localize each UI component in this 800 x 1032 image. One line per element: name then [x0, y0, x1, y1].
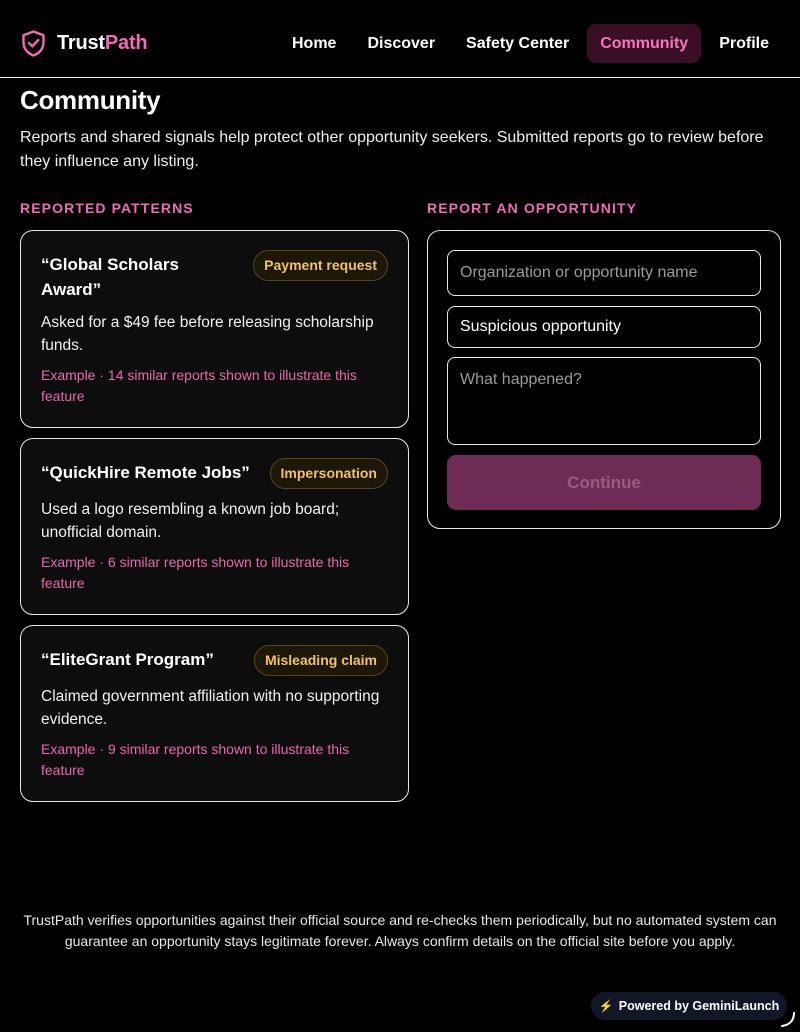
page-title: Community: [20, 85, 161, 115]
report-form: [427, 230, 781, 529]
top-header: [0, 0, 800, 78]
brand-name: TrustPath: [57, 32, 148, 54]
report-category-select[interactable]: Suspicious opportunity: [447, 306, 761, 348]
opportunity-name-input[interactable]: [447, 250, 761, 296]
brand-logo[interactable]: [21, 30, 147, 57]
page-intro: Reports and shared signals help protect other opportunity seekers. Submitted reports go to review before they influence any listing.: [20, 129, 764, 170]
nav-safety-center[interactable]: Safety Center: [466, 35, 570, 52]
category-badge: Misleading claim: [254, 645, 388, 676]
card-title: “Global Scholars Award”: [41, 255, 179, 299]
nav-community[interactable]: Community: [587, 24, 701, 63]
nav-home[interactable]: Home: [292, 35, 337, 52]
powered-by-label: Powered by GeminiLaunch: [618, 999, 780, 1013]
card-example-note: Example · 9 similar reports shown to illustrate this feature: [41, 741, 350, 778]
continue-button[interactable]: Continue: [447, 455, 761, 510]
resize-handle-icon: [779, 1010, 797, 1028]
footer-disclaimer: TrustPath verifies opportunities against their official source and re-checks them periodically, but no automated system can guarantee an opportunity stays legitimate forever. Always confirm details on the official site before you apply.: [23, 912, 777, 949]
category-badge: Impersonation: [270, 458, 388, 489]
category-badge: Payment request: [253, 250, 388, 281]
card-title: “EliteGrant Program”: [41, 650, 214, 669]
reported-patterns-heading: REPORTED PATTERNS: [20, 200, 194, 216]
powered-by-badge[interactable]: [591, 992, 787, 1020]
card-description: Asked for a $49 fee before releasing scholarship funds.: [41, 314, 374, 354]
pattern-card: [20, 438, 409, 615]
main-nav: [274, 24, 782, 63]
nav-profile[interactable]: Profile: [719, 35, 769, 52]
card-description: Claimed government affiliation with no supporting evidence.: [41, 688, 380, 728]
pattern-card: [20, 230, 409, 428]
lightning-bolt-icon: ⚡: [598, 999, 614, 1013]
shield-check-icon: [21, 30, 46, 57]
card-description: Used a logo resembling a known job board; unofficial domain.: [41, 501, 340, 541]
card-example-note: Example · 14 similar reports shown to illustrate this feature: [41, 367, 357, 404]
report-form-heading: REPORT AN OPPORTUNITY: [427, 200, 638, 216]
card-title: “QuickHire Remote Jobs”: [41, 463, 250, 482]
card-example-note: Example · 6 similar reports shown to illustrate this feature: [41, 554, 350, 591]
nav-discover[interactable]: Discover: [367, 35, 436, 52]
what-happened-textarea[interactable]: [447, 357, 761, 445]
pattern-card: [20, 625, 409, 802]
